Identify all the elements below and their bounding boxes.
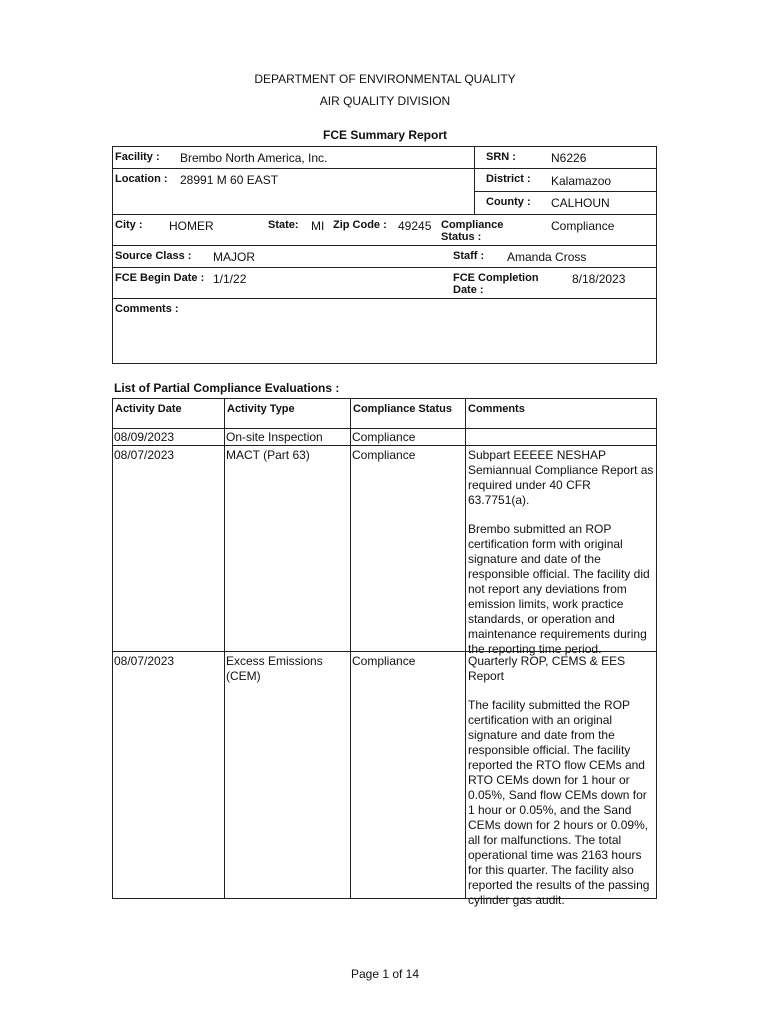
info-box-row-divider [112,245,657,246]
row2-comment-paragraph-1: Subpart EEEEE NESHAP Semiannual Compliance Report as required under 40 CFR 63.7751(a). [468,448,654,507]
district-value: Kalamazoo [551,174,612,188]
fce-begin-label: FCE Begin Date : [115,272,205,284]
compliance-status-label-line2: Status : [441,231,482,243]
pce-table-top-border [112,398,657,399]
row2-compliance-status: Compliance [352,448,416,462]
pce-table-header-divider [112,428,657,429]
facility-label: Facility : [115,151,160,163]
staff-label: Staff : [453,250,485,262]
column-header-activity-type: Activity Type [227,403,295,415]
info-box-right-border [656,146,657,364]
info-box-row-divider [112,214,657,215]
pce-table-col-border [465,398,466,899]
row3-comment-paragraph-2: The facility submitted the ROP certification with an original signature and date from the responsible official. The facility reported the RTO flow CEMs and RTO CEMs down for 1 hour or 0.05%, Sand flow CEMs down for 1 hour or 0.05%, and the Sand CEMs down for 2 hours or 0.09%, all for malfunctions. The total operational time was 2163 hours for this quarter. The facility also reported the results of the passing cylinder gas audit. [468,698,650,907]
staff-value: Amanda Cross [507,250,587,264]
fce-completion-value: 8/18/2023 [572,272,626,286]
fce-begin-value: 1/1/22 [213,272,247,286]
srn-label: SRN : [486,151,516,163]
row3-activity-type-line2: (CEM) [226,669,261,683]
city-label: City : [115,219,143,231]
info-box-top-border [112,146,657,147]
column-header-comments: Comments [468,403,525,415]
zip-value: 49245 [398,219,432,233]
state-label: State: [268,219,299,231]
district-label: District : [486,173,531,185]
info-box-left-border [112,146,113,364]
state-value: MI [311,219,325,233]
row3-comment-paragraph-1: Quarterly ROP, CEMS & EES Report [468,654,626,683]
fce-completion-label: FCE Completion [453,272,539,284]
row2-activity-date: 08/07/2023 [114,448,175,462]
info-box-row-divider [474,191,656,192]
pce-table-col-border [224,398,225,899]
row3-compliance-status: Compliance [352,654,416,668]
location-label: Location : [115,173,168,185]
county-value: CALHOUN [551,196,610,210]
county-label: County : [486,196,531,208]
report-title: FCE Summary Report [322,128,448,142]
pce-table-col-border [112,398,113,899]
info-box-row-divider [112,168,657,169]
source-class-value: MAJOR [213,250,255,264]
info-box-row-divider [112,298,657,299]
facility-value: Brembo North America, Inc. [180,151,328,165]
row2-activity-type: MACT (Part 63) [226,448,310,462]
zip-label: Zip Code : [333,219,387,231]
location-value: 28991 M 60 EAST [180,173,279,187]
source-class-label: Source Class : [115,250,192,262]
pce-table-row-divider [112,445,657,446]
row1-activity-date: 08/09/2023 [114,430,175,444]
column-header-compliance-status: Compliance Status [353,403,453,415]
info-box-row-divider [112,267,657,268]
row1-activity-type: On-site Inspection [226,430,323,444]
column-header-activity-date: Activity Date [115,403,182,415]
pce-table-col-border [350,398,351,899]
row2-comment-paragraph-2: Brembo submitted an ROP certification form with original signature and date of the responsible official. The facility did not report any deviations from emission limits, work practice standards, or operation and maintenance requirements during the reporting time period. [468,522,650,656]
pce-section-title: List of Partial Compliance Evaluations : [114,381,340,395]
row2-comments [468,448,654,671]
department-heading: DEPARTMENT OF ENVIRONMENTAL QUALITY [254,72,516,86]
comments-label: Comments : [115,303,179,315]
compliance-status-label: Compliance [441,219,504,231]
srn-value: N6226 [551,151,587,165]
row3-comments [468,654,654,922]
city-value: HOMER [169,219,214,233]
row1-compliance-status: Compliance [352,430,416,444]
row3-activity-type: Excess Emissions [226,654,323,668]
compliance-status-value: Compliance [551,219,615,233]
fce-completion-label-line2: Date : [453,284,484,296]
info-box-bottom-border [112,363,657,364]
row3-activity-date: 08/07/2023 [114,654,175,668]
info-box-srn-divider [474,146,475,214]
division-heading: AIR QUALITY DIVISION [319,94,451,108]
page-number: Page 1 of 14 [350,967,420,981]
pce-table-col-border [656,398,657,899]
